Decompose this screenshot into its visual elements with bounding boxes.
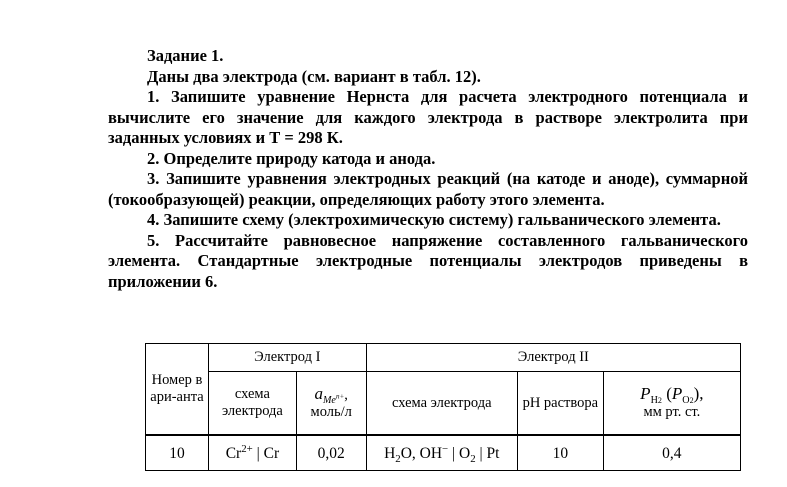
- cell-ph: 10: [517, 435, 603, 471]
- header-electrode-1: Электрод I: [209, 344, 367, 372]
- cell-variant: 10: [146, 435, 209, 471]
- task-item-1: 1. Запишите уравнение Нернста для расчета электродного потенциала и вычислите его значение для каждого электрода в растворе электролита при заданных условиях и Т = 298 К.: [108, 87, 748, 147]
- cell-electrode-1: $Cr^{2+}$ | Cr: [209, 435, 297, 471]
- cell-activity: 0,02: [296, 435, 366, 471]
- task-text: [108, 46, 748, 292]
- cell-electrode-2: $H_2O$, OH− | $O_2$ | Pt: [366, 435, 517, 471]
- header-variant: Номер вари-анта: [146, 344, 209, 436]
- task-intro: Даны два электрода (см. вариант в табл. 12).: [147, 66, 481, 86]
- header-electrode-2: Электрод II: [366, 344, 740, 372]
- task-heading: Задание 1.: [147, 46, 224, 65]
- header-scheme-1: схема электрода: [209, 372, 297, 436]
- header-pressure: $P_{H2}$ $(P_{O2})$, мм рт. ст.: [603, 372, 740, 436]
- header-activity: $a_{Me^{n+}}$, моль/л: [296, 372, 366, 436]
- task-item-2: 2. Определите природу катода и анода.: [147, 148, 436, 168]
- header-ph: pH раствора: [517, 372, 603, 436]
- cell-pressure: 0,4: [603, 435, 740, 471]
- header-scheme-2: схема электрода: [366, 372, 517, 436]
- variant-table: [145, 343, 741, 471]
- task-item-3: 3. Запишите уравнения электродных реакций (на катоде и аноде), суммарной (токообразующей) реакции, определяющих работу этого элемента.: [108, 169, 748, 209]
- table-row: [146, 435, 741, 471]
- task-item-5: 5. Рассчитайте равновесное напряжение составленного гальванического элемента. Стандартные электродные потенциалы электродов приведены в приложении 6.: [108, 230, 748, 291]
- task-item-4: 4. Запишите схему (электрохимическую систему) гальванического элемента.: [147, 210, 721, 229]
